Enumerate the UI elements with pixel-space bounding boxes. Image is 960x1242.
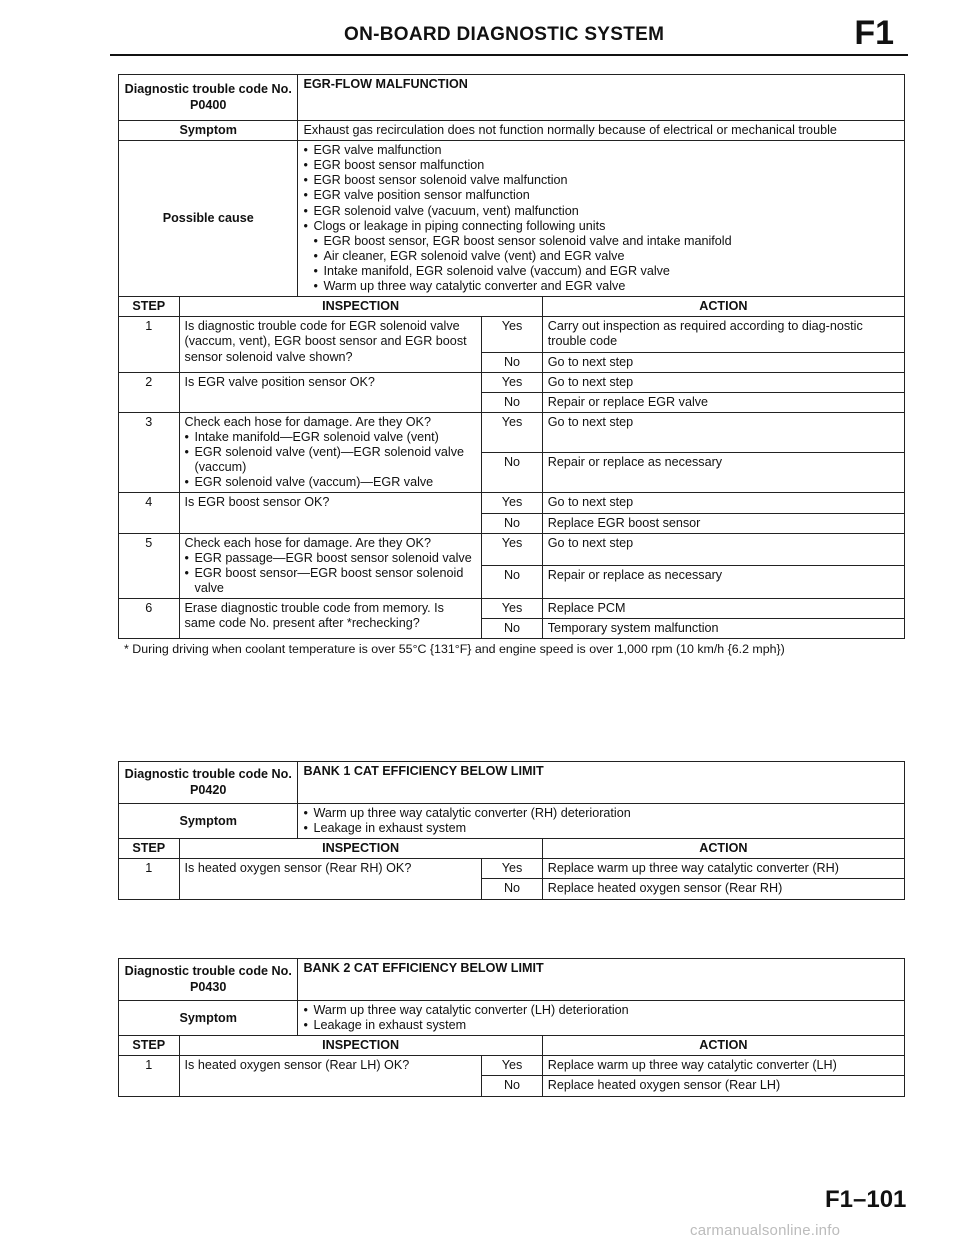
- yes-label: Yes: [482, 533, 543, 566]
- step-number: 3: [119, 412, 180, 493]
- possible-cause-label: Possible cause: [119, 141, 298, 297]
- symptom-list: [298, 804, 905, 839]
- yes-action: Carry out inspection as required according to diag-nostic trouble code: [542, 317, 904, 352]
- cause-subitem: • Warm up three way catalytic converter and EGR valve: [313, 279, 899, 294]
- cause-item: • EGR valve position sensor malfunction: [303, 188, 899, 203]
- dtc-p0430-block: [118, 958, 905, 1097]
- symptom-item: • Warm up three way catalytic converter (RH) deterioration: [303, 806, 899, 821]
- yes-label: Yes: [482, 859, 543, 879]
- step-row: [119, 859, 905, 879]
- section-code: F1: [854, 14, 894, 52]
- inspection-bullet: • EGR boost sensor—EGR boost sensor solenoid valve: [185, 566, 477, 596]
- inspection-header: INSPECTION: [179, 297, 542, 317]
- yes-label: Yes: [482, 412, 543, 452]
- dtc-p0400-block: [118, 74, 905, 656]
- dtc-p0400-table: [118, 74, 905, 639]
- step-number: 4: [119, 493, 180, 533]
- symptom-item: • Leakage in exhaust system: [303, 821, 899, 836]
- symptom-item: • Leakage in exhaust system: [303, 1018, 899, 1033]
- step-header: STEP: [119, 1036, 180, 1056]
- symptom-label: Symptom: [119, 804, 298, 839]
- symptom-text: Exhaust gas recirculation does not function normally because of electrical or mechanical trouble: [298, 121, 905, 141]
- step-inspection-cell: [179, 412, 482, 493]
- page-title: ON-BOARD DIAGNOSTIC SYSTEM: [344, 24, 665, 45]
- cause-item: • Clogs or leakage in piping connecting following units: [303, 219, 899, 234]
- step-row: [119, 493, 905, 513]
- cause-subitem: • Intake manifold, EGR solenoid valve (vaccum) and EGR valve: [313, 264, 899, 279]
- action-header: ACTION: [542, 1036, 904, 1056]
- step-header: STEP: [119, 297, 180, 317]
- step-number: 5: [119, 533, 180, 598]
- cause-item: • EGR solenoid valve (vacuum, vent) malfunction: [303, 204, 899, 219]
- step-inspection: Is EGR valve position sensor OK?: [179, 372, 482, 412]
- step-inspection: Erase diagnostic trouble code from memory. Is same code No. present after *rechecking?: [179, 599, 482, 639]
- inspection-bullet: • EGR solenoid valve (vent)—EGR solenoid valve (vaccum): [185, 445, 477, 475]
- no-action: Temporary system malfunction: [542, 619, 904, 639]
- possible-cause-list: [298, 141, 905, 297]
- no-action: Repair or replace as necessary: [542, 566, 904, 599]
- no-label: No: [482, 392, 543, 412]
- yes-action: Go to next step: [542, 493, 904, 513]
- watermark: carmanualsonline.info: [690, 1222, 841, 1239]
- yes-action: Replace warm up three way catalytic converter (RH): [542, 859, 904, 879]
- step-row: [119, 533, 905, 566]
- cause-subitem: • Air cleaner, EGR solenoid valve (vent) and EGR valve: [313, 249, 899, 264]
- yes-action: Go to next step: [542, 533, 904, 566]
- symptom-list: [298, 1001, 905, 1036]
- inspection-bullet: • EGR passage—EGR boost sensor solenoid valve: [185, 551, 477, 566]
- no-label: No: [482, 352, 543, 372]
- step-row: [119, 412, 905, 452]
- no-label: No: [482, 453, 543, 493]
- dtc-p0420-block: [118, 761, 905, 900]
- inspection-header: INSPECTION: [179, 1036, 542, 1056]
- dtc-p0420-table: [118, 761, 905, 900]
- inspection-bullet: • Intake manifold—EGR solenoid valve (vent): [185, 430, 477, 445]
- no-label: No: [482, 879, 543, 899]
- step-header: STEP: [119, 839, 180, 859]
- dtc-name: BANK 1 CAT EFFICIENCY BELOW LIMIT: [298, 762, 905, 804]
- step-number: 6: [119, 599, 180, 639]
- step-header-row: [119, 1036, 905, 1056]
- no-action: Repair or replace as necessary: [542, 453, 904, 493]
- cause-subitem: • EGR boost sensor, EGR boost sensor solenoid valve and intake manifold: [313, 234, 899, 249]
- step-row: [119, 599, 905, 619]
- no-label: No: [482, 513, 543, 533]
- no-action: Replace heated oxygen sensor (Rear RH): [542, 879, 904, 899]
- symptom-label: Symptom: [119, 1001, 298, 1036]
- symptom-label: Symptom: [119, 121, 298, 141]
- step-row: [119, 372, 905, 392]
- step-number: 1: [119, 317, 180, 372]
- yes-action: Replace PCM: [542, 599, 904, 619]
- no-action: Go to next step: [542, 352, 904, 372]
- dtc-p0430-table: [118, 958, 905, 1097]
- no-label: No: [482, 566, 543, 599]
- yes-action: Go to next step: [542, 412, 904, 452]
- yes-label: Yes: [482, 1056, 543, 1076]
- page-header: [118, 14, 908, 58]
- step-number: 2: [119, 372, 180, 412]
- dtc-name: BANK 2 CAT EFFICIENCY BELOW LIMIT: [298, 959, 905, 1001]
- no-action: Repair or replace EGR valve: [542, 392, 904, 412]
- step-header-row: [119, 839, 905, 859]
- step-inspection-cell: [179, 533, 482, 598]
- step-number: 1: [119, 1056, 180, 1096]
- step-row: [119, 317, 905, 352]
- no-action: Replace EGR boost sensor: [542, 513, 904, 533]
- step-number: 1: [119, 859, 180, 899]
- yes-label: Yes: [482, 317, 543, 352]
- step-inspection: Check each hose for damage. Are they OK?: [184, 414, 431, 429]
- cause-item: • EGR boost sensor malfunction: [303, 158, 899, 173]
- step-inspection: Is heated oxygen sensor (Rear LH) OK?: [179, 1056, 482, 1096]
- no-label: No: [482, 1076, 543, 1096]
- step-row: [119, 1056, 905, 1076]
- inspection-header: INSPECTION: [179, 839, 542, 859]
- yes-label: Yes: [482, 493, 543, 513]
- symptom-item: • Warm up three way catalytic converter (LH) deterioration: [303, 1003, 899, 1018]
- yes-label: Yes: [482, 372, 543, 392]
- no-action: Replace heated oxygen sensor (Rear LH): [542, 1076, 904, 1096]
- action-header: ACTION: [542, 839, 904, 859]
- action-header: ACTION: [542, 297, 904, 317]
- header-rule: [110, 54, 908, 56]
- yes-action: Go to next step: [542, 372, 904, 392]
- dtc-name: EGR-FLOW MALFUNCTION: [298, 75, 905, 121]
- step-inspection: Is EGR boost sensor OK?: [179, 493, 482, 533]
- dtc-code-label: Diagnostic trouble code No. P0400: [119, 75, 298, 121]
- cause-item: • EGR boost sensor solenoid valve malfunction: [303, 173, 899, 188]
- no-label: No: [482, 619, 543, 639]
- footnote: * During driving when coolant temperature is over 55°C {131°F} and engine speed is over 1,000 rpm (10 km/h {6.2 mph}): [124, 642, 785, 657]
- step-inspection: Check each hose for damage. Are they OK?: [184, 535, 431, 550]
- dtc-code-label: Diagnostic trouble code No. P0430: [119, 959, 298, 1001]
- step-header-row: [119, 297, 905, 317]
- cause-item: • EGR valve malfunction: [303, 143, 899, 158]
- yes-label: Yes: [482, 599, 543, 619]
- step-inspection: Is heated oxygen sensor (Rear RH) OK?: [179, 859, 482, 899]
- yes-action: Replace warm up three way catalytic converter (LH): [542, 1056, 904, 1076]
- page-number: F1–101: [825, 1186, 907, 1213]
- dtc-code-label: Diagnostic trouble code No. P0420: [119, 762, 298, 804]
- inspection-bullet: • EGR solenoid valve (vaccum)—EGR valve: [185, 475, 477, 490]
- step-inspection: Is diagnostic trouble code for EGR solenoid valve (vaccum, vent), EGR boost sensor and EGR boost sensor solenoid valve shown?: [179, 317, 482, 372]
